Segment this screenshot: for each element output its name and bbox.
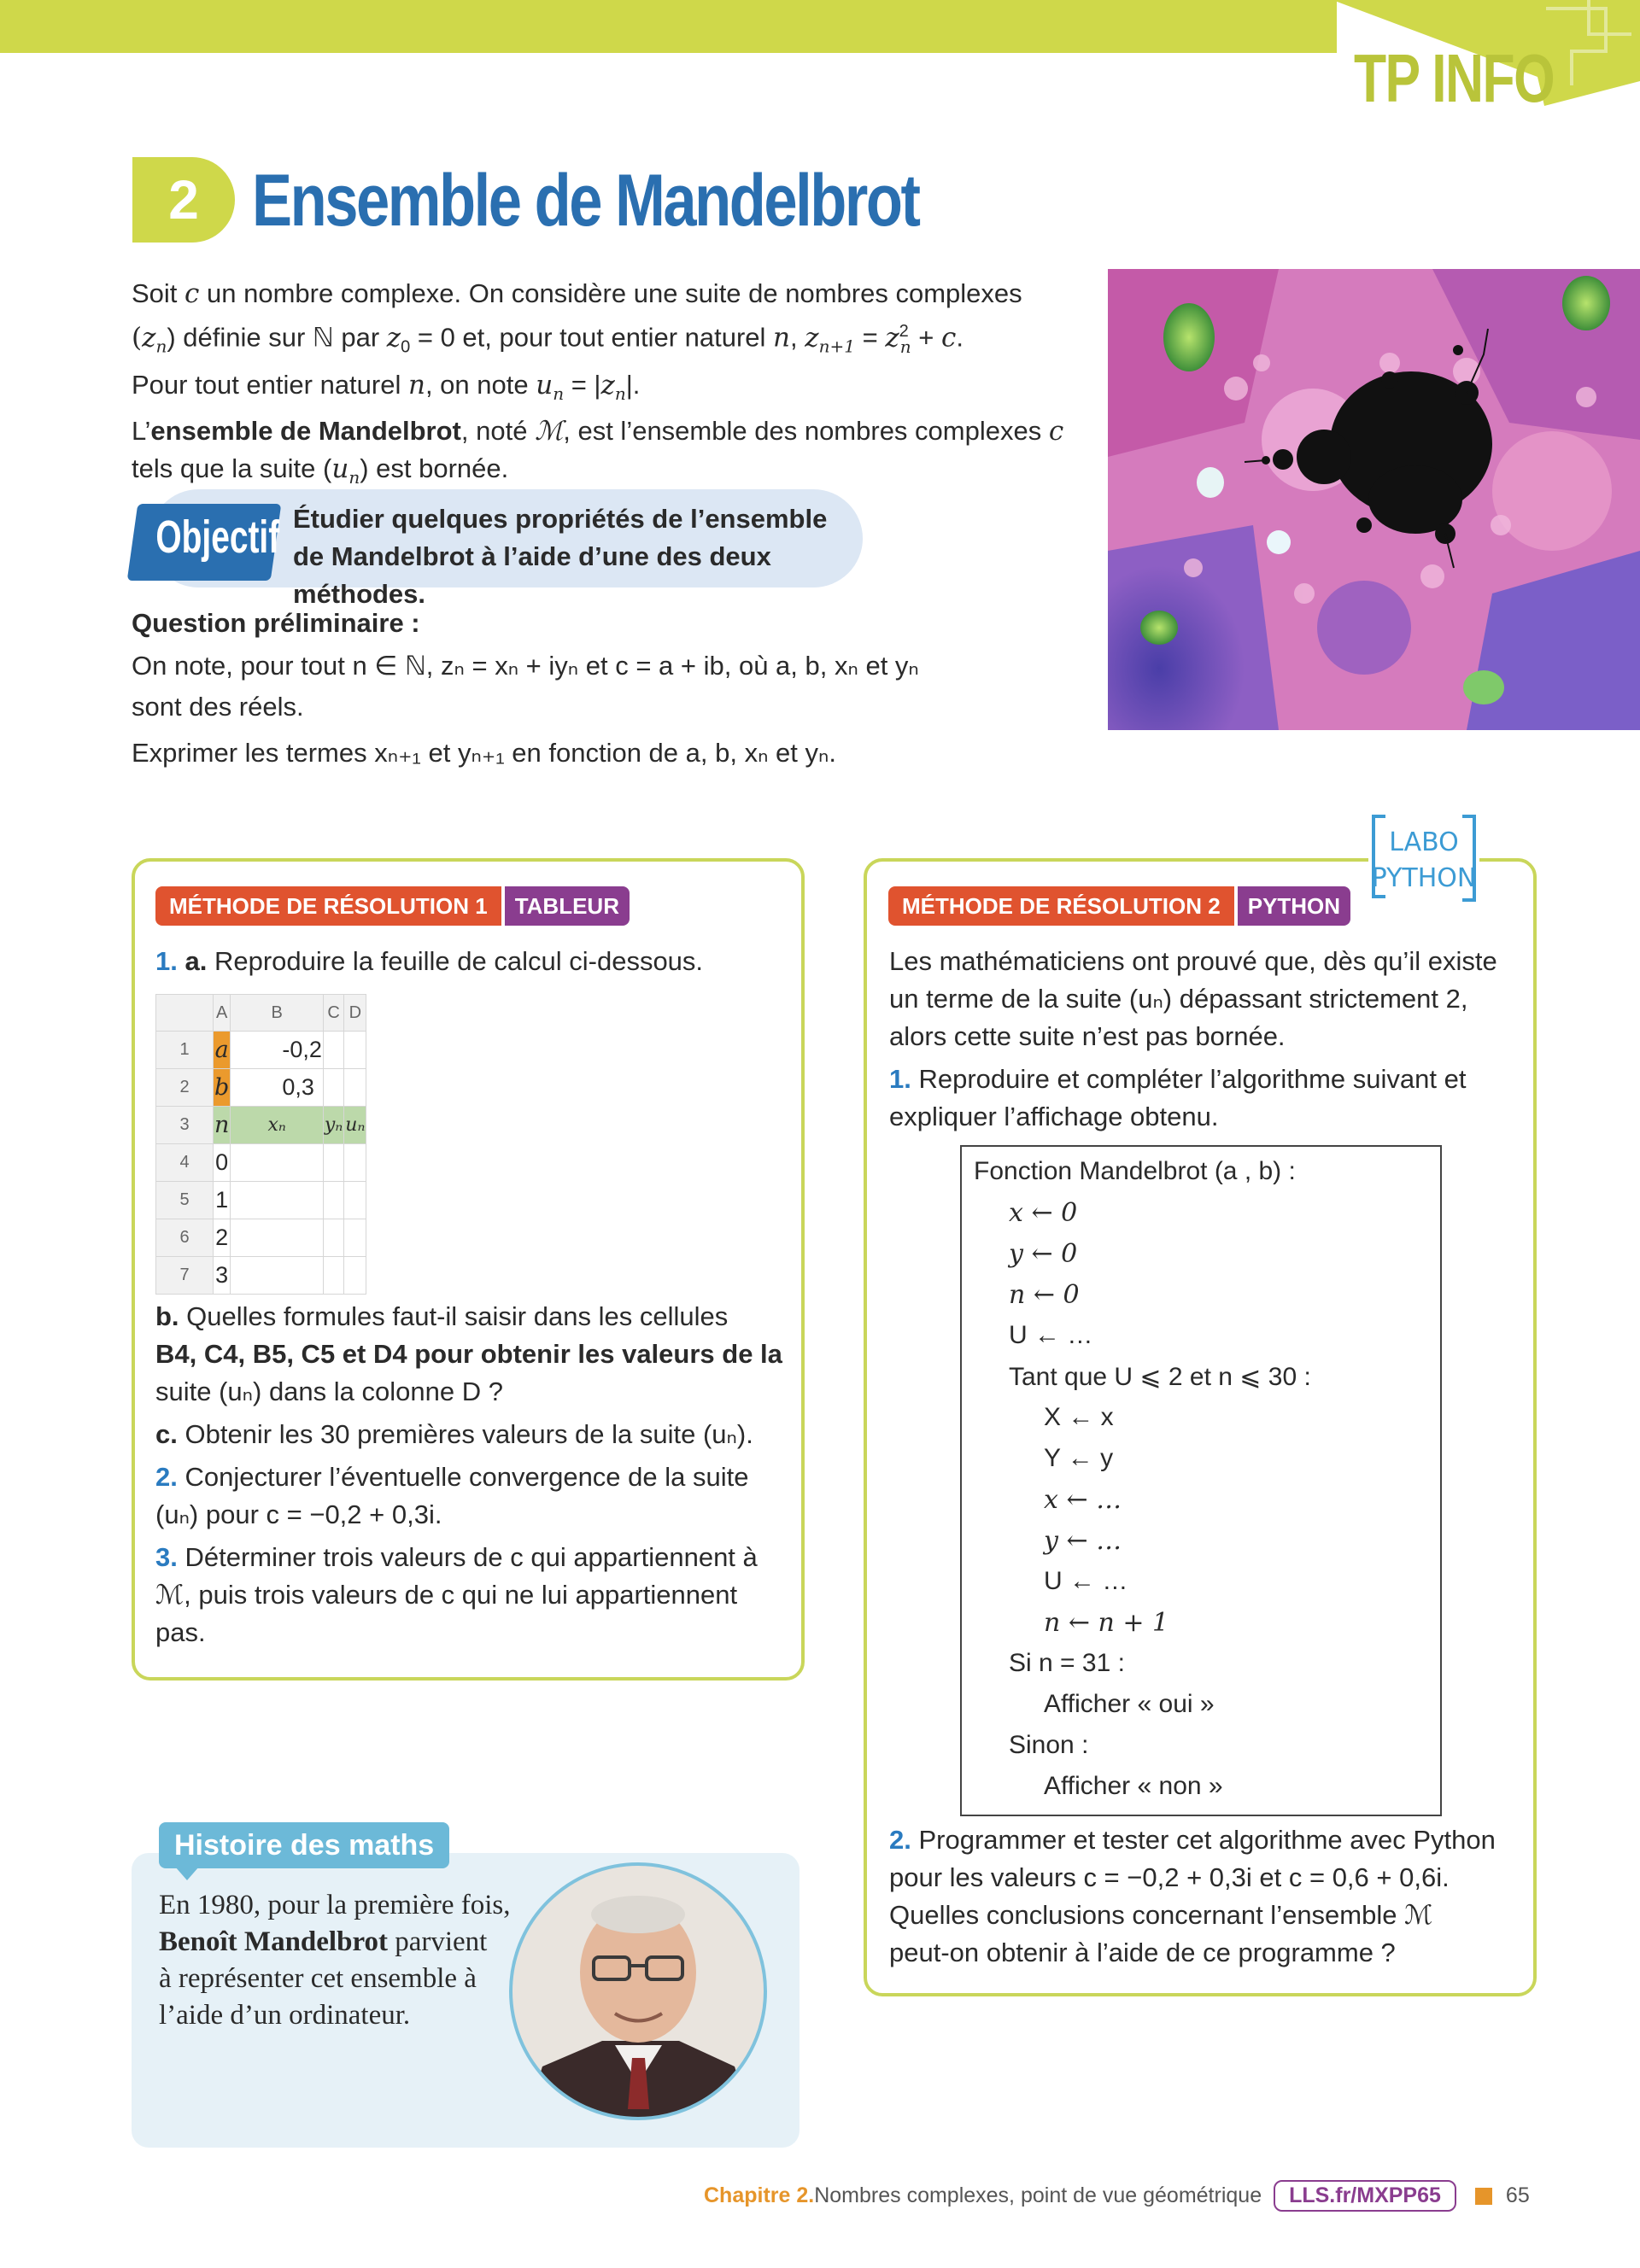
- method-1-header: [155, 886, 630, 926]
- header-band: [0, 0, 1337, 53]
- cell-d6: [344, 1219, 366, 1257]
- col-header-d: D: [344, 995, 366, 1032]
- cell-c1: [323, 1032, 343, 1069]
- algo-line: X ← x: [1044, 1403, 1114, 1431]
- cell-d3: uₙ: [344, 1107, 366, 1144]
- col-header-b: B: [231, 995, 324, 1032]
- algo-line: y ← …: [1044, 1526, 1122, 1556]
- algo-line: U ← …: [1044, 1567, 1128, 1595]
- cell-c5: [323, 1182, 343, 1219]
- method-1-questions: b. Quelles formules faut-il saisir dans les cellules B4, C4, B5, C5 et D4 pour obtenir les valeurs de la suite (uₙ) dans la colonne D ? c. Obtenir les 30 premières valeurs de la suite (uₙ). 2. Conjecturer l’éventuelle convergence de la suite (uₙ) pour c = −0,2 + 0,3i. 3. Déterminer trois valeurs de c qui appartiennent à ℳ, puis trois valeurs de c qui ne lui appartiennent pas.: [155, 1301, 782, 1647]
- cell-d2: [344, 1069, 366, 1107]
- cell-b2: 0,3: [231, 1069, 324, 1107]
- algo-line: y ← 0: [1009, 1239, 1078, 1269]
- sheet-row: 4 0: [156, 1144, 366, 1182]
- preliminary-line-2: sont des réels.: [132, 692, 304, 722]
- cell-a5: 1: [214, 1182, 231, 1219]
- cell-c7: [323, 1257, 343, 1295]
- footer-chapter: Chapitre 2.: [704, 2183, 815, 2207]
- sheet-row: 3 n xₙ yₙ uₙ: [156, 1107, 366, 1144]
- labo-stamp-line-2: PYTHON: [1371, 863, 1477, 893]
- algo-line: n ← n + 1: [1044, 1608, 1169, 1638]
- method-2-question-2: 2. Programmer et tester cet algorithme avec Python pour les valeurs c = −0,2 + 0,3i et c = 0,6 + 0,6i. Quelles conclusions concernant l’ensemble ℳ peut-on obtenir à l’aide de ce programme ?: [889, 1825, 1496, 1967]
- col-header-a: A: [214, 995, 231, 1032]
- method-1-badge: MÉTHODE DE RÉSOLUTION 1: [155, 886, 501, 926]
- algo-line: Tant que U ⩽ 2 et n ⩽ 30 :: [1009, 1363, 1311, 1391]
- sheet-row: 1 a -0,2: [156, 1032, 366, 1069]
- algo-line: Afficher « non »: [1044, 1772, 1223, 1800]
- preliminary-question-title: Question préliminaire :: [132, 608, 420, 638]
- algo-line: x ← …: [1044, 1485, 1122, 1515]
- history-label-tail: [175, 1867, 199, 1880]
- objective-text: Étudier quelques propriétés de l’ensemble de Mandelbrot à l’aide d’une des deux méthodes.: [293, 504, 828, 609]
- cell-b7: [231, 1257, 324, 1295]
- algo-line: Sinon :: [1009, 1731, 1089, 1759]
- history-label: Histoire des maths: [159, 1822, 449, 1868]
- cell-b5: [231, 1182, 324, 1219]
- cell-a7: 3: [214, 1257, 231, 1295]
- cell-b4: [231, 1144, 324, 1182]
- cell-a4: 0: [214, 1144, 231, 1182]
- cell-a3: n: [214, 1107, 231, 1144]
- page-title: Ensemble de Mandelbrot: [252, 160, 919, 242]
- footer-link[interactable]: LLS.fr/MXPP65: [1274, 2180, 1456, 2212]
- algo-line: Afficher « oui »: [1044, 1690, 1215, 1718]
- cell-d5: [344, 1182, 366, 1219]
- algo-line: Fonction Mandelbrot (a , b) :: [974, 1157, 1296, 1185]
- algorithm-box: [960, 1145, 1442, 1816]
- sheet-row: 2 b 0,3: [156, 1069, 366, 1107]
- method-2-badge: MÉTHODE DE RÉSOLUTION 2: [888, 886, 1234, 926]
- cell-c4: [323, 1144, 343, 1182]
- page-marker-square: [1475, 2188, 1492, 2205]
- preliminary-line-1: On note, pour tout n ∈ ℕ, zₙ = xₙ + iyₙ et c = a + ib, où a, b, xₙ et yₙ: [132, 651, 919, 681]
- mandelbrot-fractal-image: [1108, 269, 1640, 730]
- method-2-header: [888, 886, 1350, 926]
- python-tag: PYTHON: [1238, 886, 1350, 926]
- section-label: TP INFO: [1354, 40, 1555, 116]
- algo-line: Y ← y: [1044, 1444, 1114, 1472]
- page-number: 65: [1505, 2183, 1530, 2207]
- spreadsheet: [155, 994, 366, 1295]
- cell-c3: yₙ: [323, 1107, 343, 1144]
- labo-stamp-line-1: LABO: [1389, 827, 1459, 857]
- col-header-c: C: [323, 995, 343, 1032]
- cell-d7: [344, 1257, 366, 1295]
- algo-line: U ← …: [1009, 1321, 1093, 1349]
- page-footer: [704, 2180, 1530, 2212]
- cell-b3: xₙ: [231, 1107, 324, 1144]
- algo-line: n ← 0: [1009, 1280, 1080, 1310]
- cell-b1: -0,2: [231, 1032, 324, 1069]
- cell-b6: [231, 1219, 324, 1257]
- mandelbrot-portrait: [508, 1862, 769, 2122]
- method-2-intro: Les mathématiciens ont prouvé que, dès qu’il existe un terme de la suite (uₙ) dépassant strictement 2, alors cette suite n’est pas bornée. 1. Reproduire et compléter l’algorithme suivant et expliquer l’affichage obtenu.: [889, 946, 1497, 1131]
- intro-paragraph: Soit c un nombre complexe. On considère une suite de nombres complexes $(z_n)$ définie sur ℕ par $z_0 = 0$ et, pour tout entier naturel n, $z_{n+1} = z^2_n + c$. Pour tout entier naturel n, on note $u_n = |z_n|$. L’ensemble de Mandelbrot, noté ℳ, est l’ensemble des nombres complexes c tels que la suite $(u_n)$ est bornée.: [132, 278, 1064, 488]
- footer-chapter-title: Nombres complexes, point de vue géométrique: [814, 2183, 1262, 2207]
- cell-a2: b: [214, 1069, 231, 1107]
- preliminary-line-3: Exprimer les termes xₙ₊₁ et yₙ₊₁ en fonction de a, b, xₙ et yₙ.: [132, 738, 836, 768]
- cell-d4: [344, 1144, 366, 1182]
- tableur-tag: TABLEUR: [505, 886, 630, 926]
- section-number: 2: [132, 157, 235, 243]
- cell-d1: [344, 1032, 366, 1069]
- history-text: En 1980, pour la première fois, Benoît Mandelbrot parvient à représenter cet ensemble à l’aide d’un ordinateur.: [159, 1890, 511, 2031]
- algo-line: x ← 0: [1009, 1198, 1078, 1228]
- cell-a1: a: [214, 1032, 231, 1069]
- preliminary-question-body: [132, 647, 1080, 775]
- algo-line: Si n = 31 :: [1009, 1649, 1125, 1677]
- objective-label: Objectif: [155, 511, 280, 563]
- cell-a6: 2: [214, 1219, 231, 1257]
- sheet-row: 6 2: [156, 1219, 366, 1257]
- sheet-row: 5 1: [156, 1182, 366, 1219]
- labo-python-stamp: [1368, 811, 1479, 905]
- cell-c6: [323, 1219, 343, 1257]
- method-1-question-1a: 1. a. Reproduire la feuille de calcul ci-dessous.: [155, 946, 704, 976]
- cell-c2: [323, 1069, 343, 1107]
- sheet-row: 7 3: [156, 1257, 366, 1295]
